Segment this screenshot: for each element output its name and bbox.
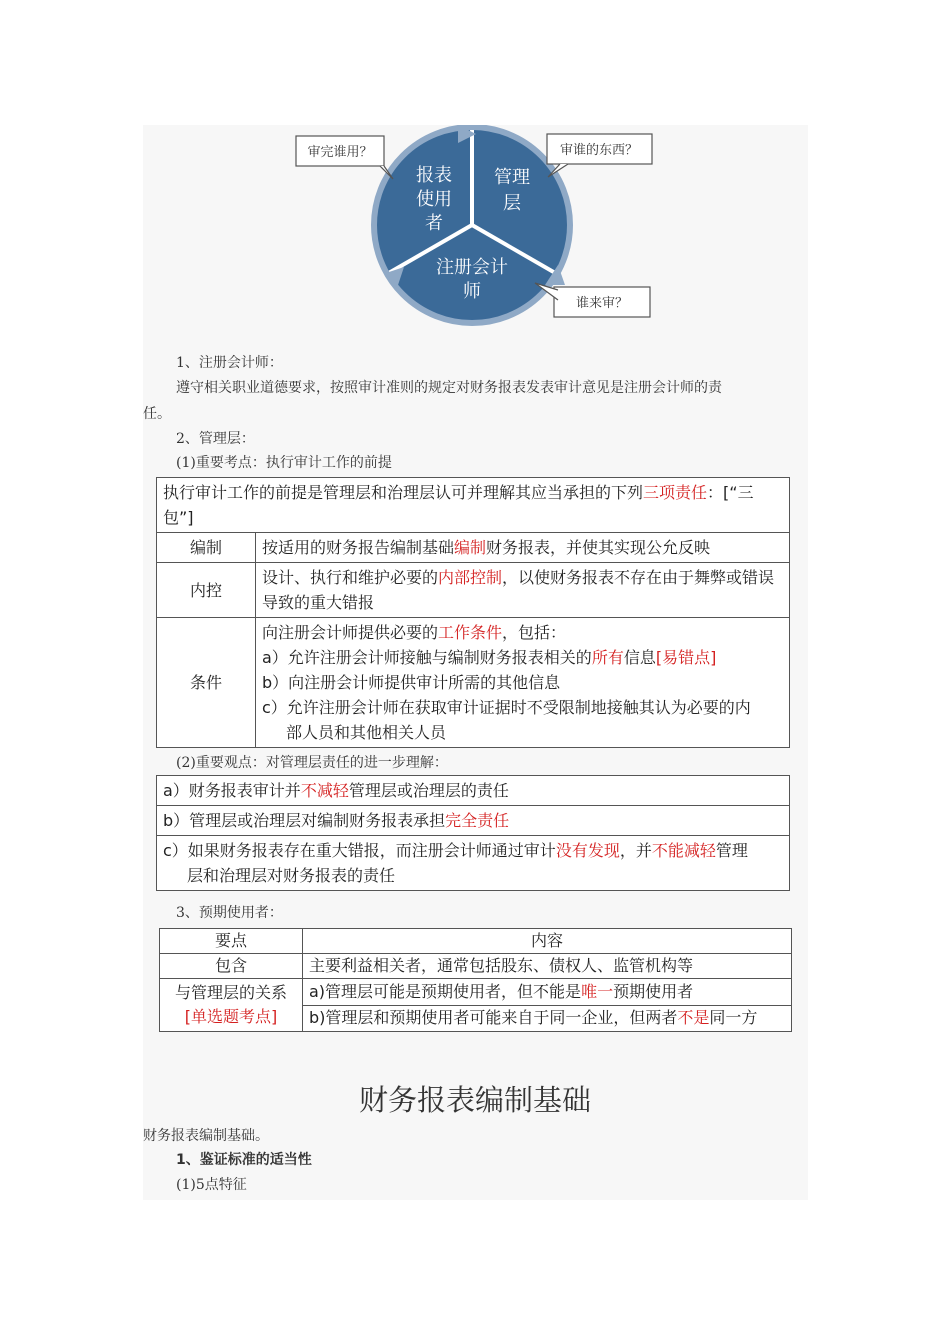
table-row: 包含 主要利益相关者，通常包括股东、债权人、监管机构等: [160, 954, 792, 979]
sec3-heading: 3、预期使用者：: [176, 905, 283, 921]
seg-mgmt-line2: 层: [503, 193, 521, 214]
basis-item1: 1、鉴证标准的适当性: [176, 1152, 312, 1168]
basis-title: 财务报表编制基础: [358, 1083, 591, 1117]
table-row: b)管理层和预期使用者可能来自于同一企业，但两者不是同一方: [160, 1005, 792, 1032]
sec1-heading: 1、注册会计师：: [176, 355, 283, 371]
responsibility-cycle-diagram: [290, 125, 670, 330]
table-row: b）管理层或治理层对编制财务报表承担完全责任: [157, 806, 790, 836]
table-row: [157, 618, 790, 748]
table-row: 与管理层的关系 [单选题考点] a)管理层可能是预期使用者，但不能是唯一预期使用者: [160, 979, 792, 1006]
sec2-sub1: (1)重要考点：执行审计工作的前提: [176, 455, 392, 471]
row-label: 条件: [157, 618, 256, 748]
row-content: 设计、执行和维护必要的内部控制，以使财务报表不存在由于舞弊或错误导致的重大错报: [256, 563, 790, 618]
sec2-sub2: (2)重要观点：对管理层责任的进一步理解：: [176, 755, 448, 771]
row-content: 按适用的财务报告编制基础编制财务报表，并使其实现公允反映: [256, 533, 790, 563]
intended-users-table: [159, 928, 792, 1032]
basis-sub1: (1)5点特征: [176, 1177, 247, 1193]
table-row: a）财务报表审计并不减轻管理层或治理层的责任: [157, 776, 790, 806]
callout-who-audits: [535, 283, 650, 317]
seg-cpa-line1: 注册会计: [436, 257, 508, 278]
col-header-content: 内容: [303, 929, 792, 954]
seg-cpa-line2: 师: [463, 281, 481, 302]
seg-users-line1: 报表: [416, 165, 452, 186]
mgmt-responsibility-table: [156, 775, 790, 891]
seg-users-line2: 使用: [416, 189, 452, 210]
sec2-heading: 2、管理层：: [176, 431, 255, 447]
table-row: [157, 563, 790, 618]
sec1-body-line1: 遵守相关职业道德要求，按照审计准则的规定对财务报表发表审计意见是注册会计师的责: [176, 380, 722, 396]
callout-who-uses: [296, 136, 393, 179]
row-label: 编制: [157, 533, 256, 563]
callout-left-text: 审完谁用？: [307, 145, 373, 160]
seg-mgmt-line1: 管理: [494, 167, 530, 188]
premise-table-header: 执行审计工作的前提是管理层和治理层认可并理解其应当承担的下列三项责任：[“三包”]: [157, 478, 790, 533]
callout-whose-stuff: [547, 134, 652, 177]
table-header-row: [160, 929, 792, 954]
basis-intro: 财务报表编制基础。: [143, 1128, 269, 1144]
table-row: c）如果财务报表存在重大错报，而注册会计师通过审计没有发现，并不能减轻管理 层和治理层对财务报表的责任: [157, 836, 790, 891]
callout-right-bottom-text: 谁来审？: [575, 296, 629, 311]
col-header-key-point: 要点: [160, 929, 303, 954]
table-row: [157, 533, 790, 563]
row-label: 内控: [157, 563, 256, 618]
premise-table: [156, 477, 790, 748]
callout-right-top-text: 审谁的东西？: [559, 143, 639, 158]
sec1-body-line2: 任。: [143, 406, 171, 422]
row-content: 向注册会计师提供必要的工作条件，包括： a）允许注册会计师接触与编制财务报表相关的所有信息[易错点] b）向注册会计师提供审计所需的其他信息 c）允许注册会计师在获取审计证据时不受限制地接触其认为必要的内 部人员和其他相关人员: [256, 618, 790, 748]
seg-users-line3: 者: [425, 213, 443, 234]
